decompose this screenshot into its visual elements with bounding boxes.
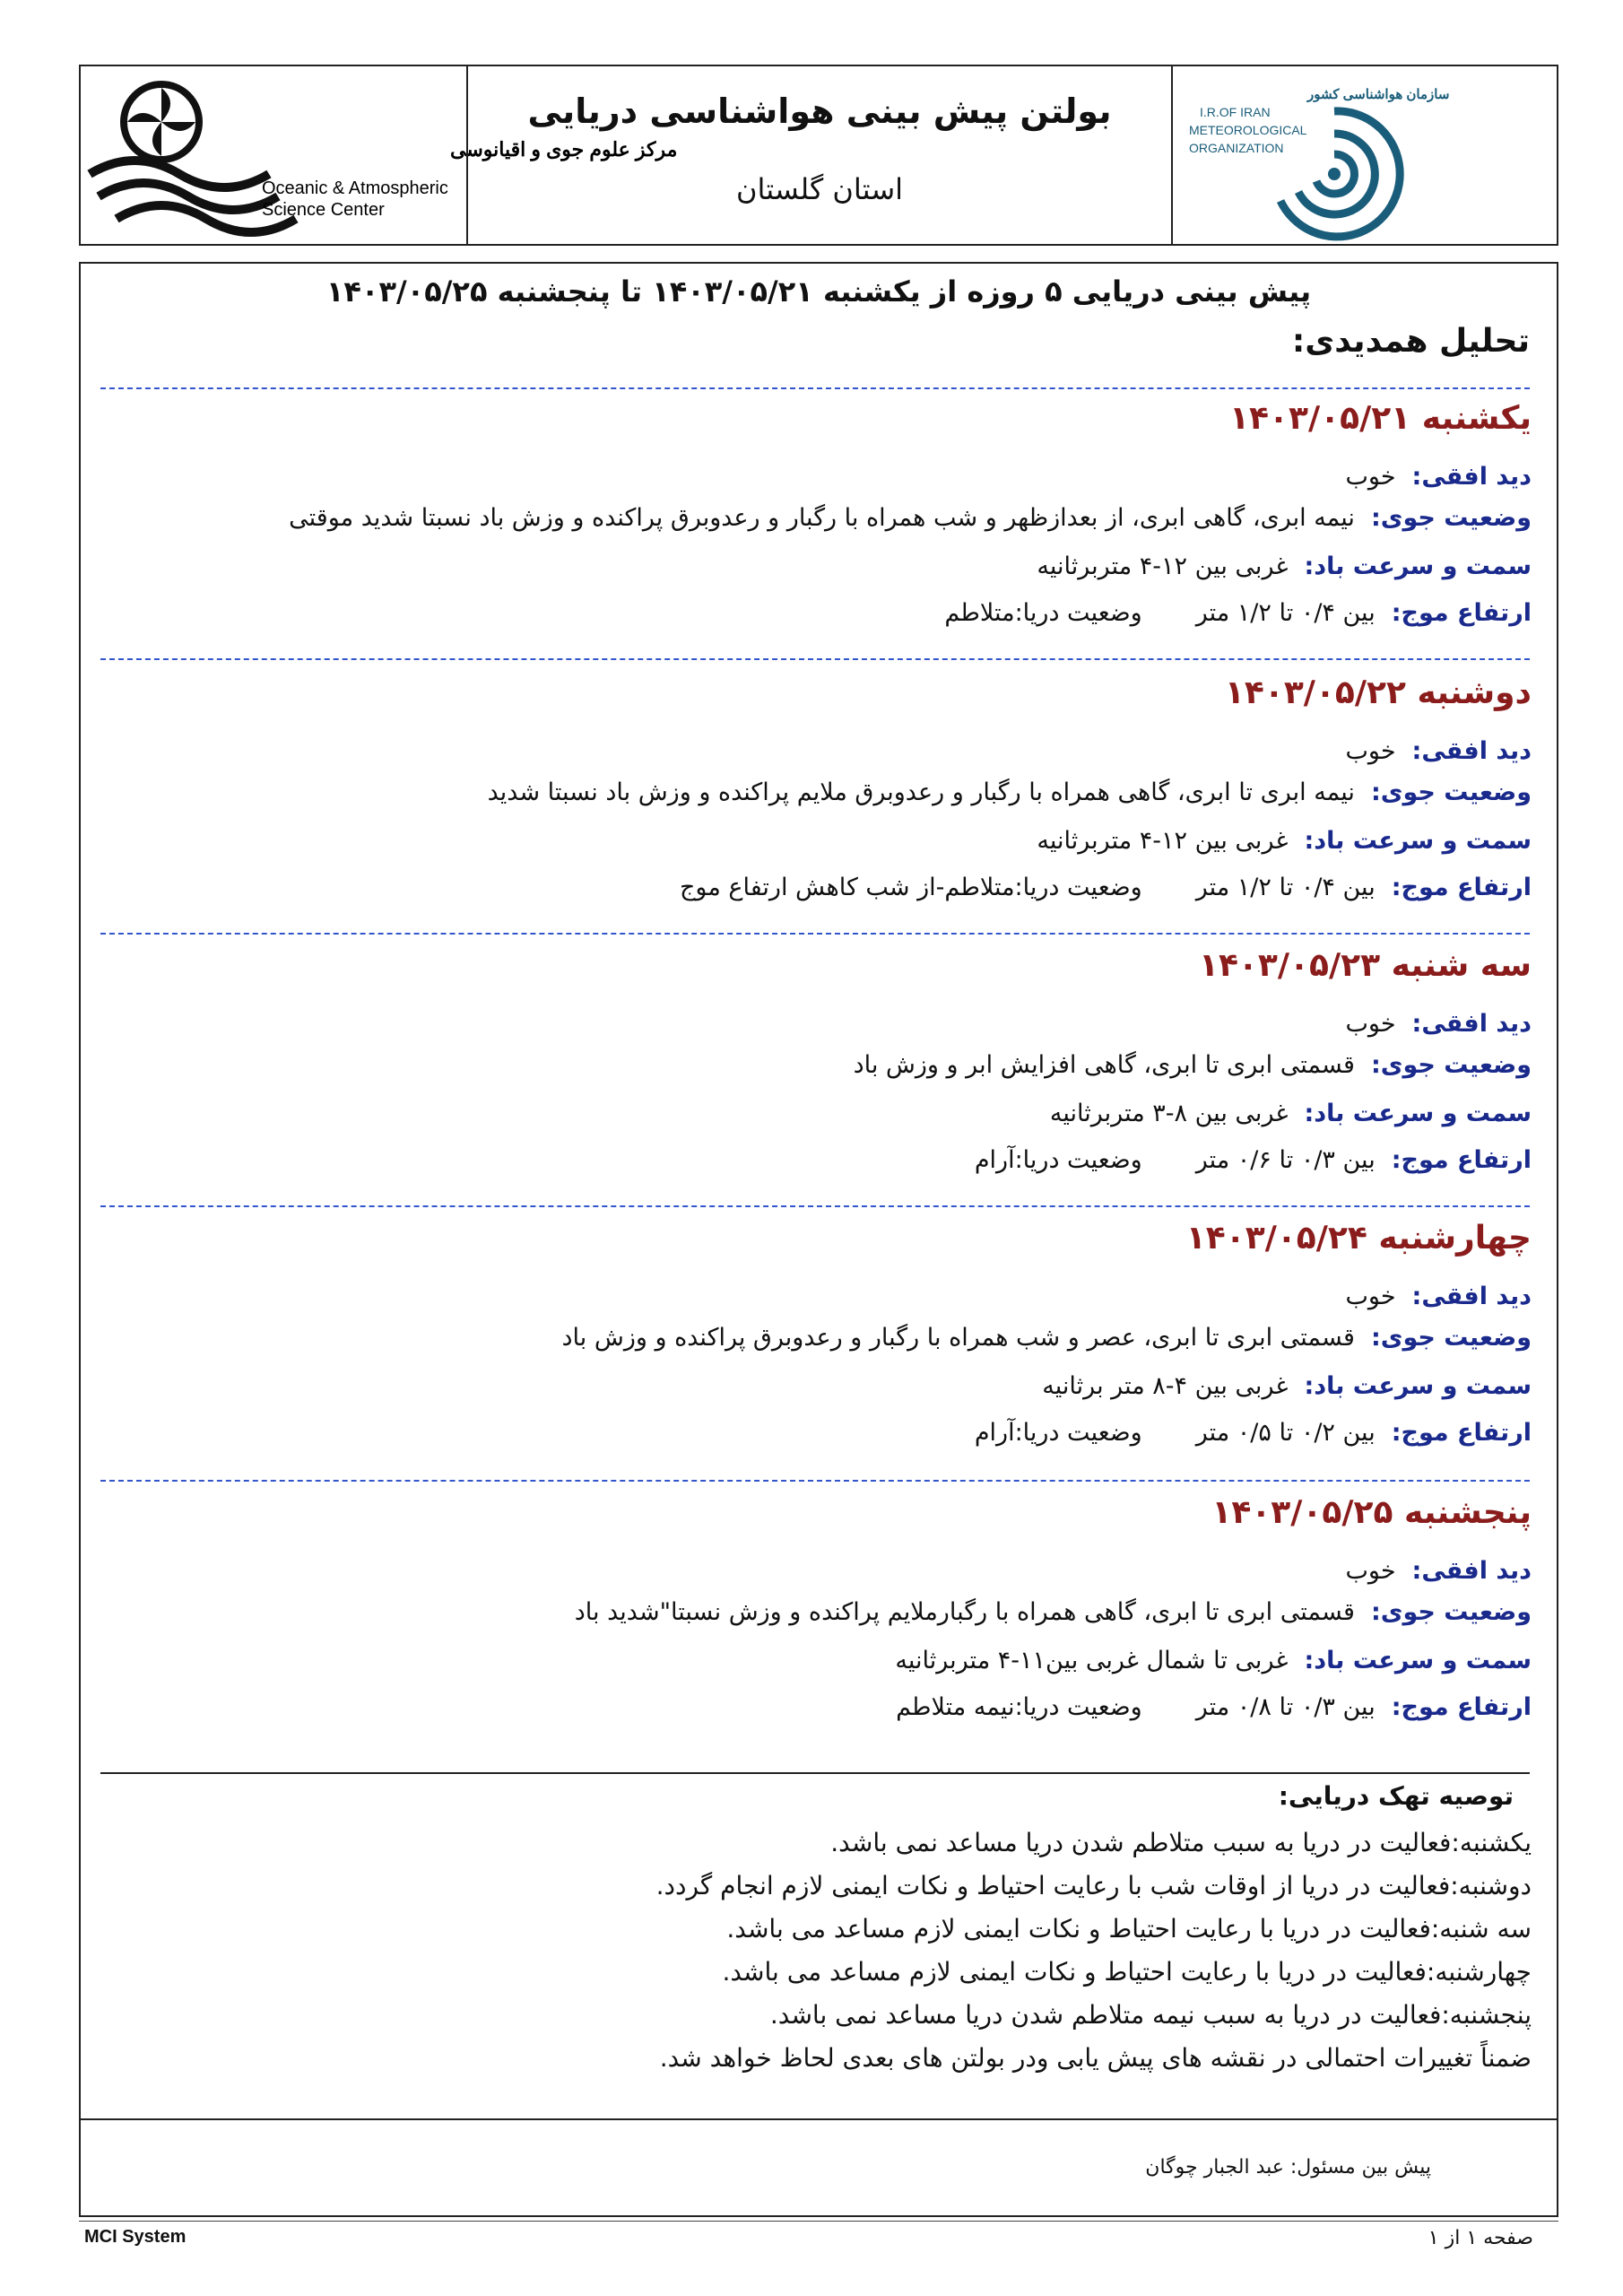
wind-value: غربی تا شمال غربی بین۱۱-۴ متربرثانیه (895, 1647, 1289, 1674)
visibility-row (1345, 1557, 1532, 1585)
forecast-body (79, 262, 1558, 2120)
header-title-cell (466, 66, 1171, 244)
visibility-label: دید افقی: (1411, 1557, 1532, 1585)
wave-row (896, 1693, 1532, 1721)
weather-value: نیمه ابری تا ابری، گاهی همراه با رگبار و رعدوبرق ملایم پراکنده و وزش باد نسبتا شدید (487, 778, 1355, 806)
wind-row (1037, 827, 1532, 855)
weather-value: قسمتی ابری تا ابری، گاهی همراه با رگبارملایم پراکنده و وزش نسبتا"شدید باد (574, 1598, 1355, 1626)
forecaster-name: پیش بین مسئول: عبد الجبار چوگان (1145, 2156, 1431, 2179)
visibility-value: خوب (1345, 737, 1396, 765)
sea-state: وضعیت دریا:متلاطم (944, 599, 1142, 627)
advice-divider (100, 1772, 1530, 1774)
divider (100, 658, 1530, 660)
ocean-atmos-logo-icon (81, 66, 678, 242)
visibility-value: خوب (1345, 463, 1396, 491)
divider (100, 1480, 1530, 1482)
advice-line: دوشنبه:فعالیت در دریا از اوقات شب با رعایت احتیاط و نکات ایمنی لازم انجام گردد. (655, 1871, 1532, 1900)
weather-row (289, 504, 1532, 532)
wave-row (975, 1146, 1532, 1174)
day-title: پنجشنبه ۱۴۰۳/۰۵/۲۵ (1211, 1494, 1532, 1531)
advice-line: پنجشنبه:فعالیت در دریا به سبب نیمه متلاطم شدن دریا مساعد نمی باشد. (769, 2000, 1532, 2030)
weather-label: وضعیت جوی: (1370, 778, 1532, 806)
divider (100, 387, 1530, 389)
divider (100, 933, 1530, 935)
wave-value: بین ۰/۲ تا ۰/۵ متر (1195, 1419, 1376, 1447)
forecast-title: پیش بینی دریایی ۵ روزه از یکشنبه ۱۴۰۳/۰۵/۲۱ تا پنجشنبه ۱۴۰۳/۰۵/۲۵ (325, 274, 1312, 309)
wave-row (944, 599, 1532, 627)
sea-state: وضعیت دریا:نیمه متلاطم (896, 1693, 1142, 1721)
wave-label: ارتفاع موج: (1391, 1419, 1532, 1447)
wave-label: ارتفاع موج: (1391, 874, 1532, 901)
advice-line: یکشنبه:فعالیت در دریا به سبب متلاطم شدن دریا مساعد نمی باشد. (830, 1828, 1532, 1857)
weather-row (488, 778, 1532, 806)
weather-label: وضعیت جوی: (1370, 1324, 1532, 1352)
weather-row (562, 1324, 1532, 1352)
page-number: صفحه ۱ از ۱ (1428, 2227, 1533, 2249)
visibility-value: خوب (1345, 1010, 1396, 1038)
logo-right-fa: سازمان هواشناسی کشور (1307, 87, 1450, 102)
footer-divider (79, 2221, 1558, 2222)
visibility-row (1345, 463, 1532, 491)
ocean-atmos-logo (81, 66, 678, 244)
header (79, 65, 1558, 246)
wind-label: سمت و سرعت باد: (1304, 1372, 1532, 1400)
wind-value: غربی بین ۱۲-۴ متربرثانیه (1037, 827, 1289, 855)
wave-value: بین ۰/۳ تا ۰/۸ متر (1195, 1693, 1376, 1721)
logo-left-fa: مرکز علوم جوی و اقیانوسی (450, 138, 678, 161)
visibility-label: دید افقی: (1411, 463, 1532, 491)
weather-row (854, 1051, 1532, 1079)
wave-label: ارتفاع موج: (1391, 1693, 1532, 1721)
advice-line: ضمناً تغییرات احتمالی در نقشه های پیش یابی ودر بولتن های بعدی لحاظ خواهد شد. (659, 2043, 1532, 2073)
wind-label: سمت و سرعت باد: (1304, 1647, 1532, 1674)
province-name: استان گلستان (735, 172, 904, 206)
visibility-label: دید افقی: (1411, 737, 1532, 765)
day-title: چهارشنبه ۱۴۰۳/۰۵/۲۴ (1185, 1220, 1532, 1257)
wind-label: سمت و سرعت باد: (1304, 552, 1532, 580)
advice-title: توصیه تهک دریایی: (1278, 1781, 1514, 1811)
wind-value: غربی بین ۱۲-۴ متربرثانیه (1037, 552, 1289, 580)
visibility-value: خوب (1345, 1557, 1396, 1585)
wave-row (680, 874, 1532, 901)
sea-state: وضعیت دریا:آرام (974, 1419, 1142, 1447)
irimo-logo-icon (1173, 66, 1555, 242)
wind-row (1037, 552, 1532, 580)
visibility-label: دید افقی: (1411, 1010, 1532, 1038)
system-name: MCI System (84, 2227, 187, 2247)
visibility-row (1345, 1283, 1532, 1310)
day-title: دوشنبه ۱۴۰۳/۰۵/۲۲ (1224, 674, 1532, 711)
weather-label: وضعیت جوی: (1370, 1598, 1532, 1626)
wave-value: بین ۰/۴ تا ۱/۲ متر (1195, 599, 1376, 627)
wind-row (895, 1647, 1532, 1674)
visibility-row (1345, 1010, 1532, 1038)
wave-label: ارتفاع موج: (1391, 1146, 1532, 1174)
wind-row (1050, 1100, 1532, 1127)
wave-value: بین ۰/۴ تا ۱/۲ متر (1195, 874, 1376, 901)
visibility-label: دید افقی: (1411, 1283, 1532, 1310)
wave-label: ارتفاع موج: (1391, 599, 1532, 627)
logo-right-en2: METEOROLOGICAL (1189, 123, 1307, 137)
logo-right-en1: I.R.OF IRAN (1200, 105, 1271, 119)
wind-label: سمت و سرعت باد: (1304, 827, 1532, 855)
logo-right-en3: ORGANIZATION (1189, 141, 1284, 155)
sea-state: وضعیت دریا:متلاطم-از شب کاهش ارتفاع موج (680, 874, 1142, 901)
day-title: سه شنبه ۱۴۰۳/۰۵/۲۳ (1198, 947, 1532, 984)
advice-line: چهارشنبه:فعالیت در دریا با رعایت احتیاط و نکات ایمنی لازم مساعد می باشد. (722, 1957, 1532, 1987)
footer-box (79, 2118, 1558, 2217)
wave-row (975, 1419, 1532, 1447)
weather-label: وضعیت جوی: (1370, 504, 1532, 532)
advice-line: سه شنبه:فعالیت در دریا با رعایت احتیاط و نکات ایمنی لازم مساعد می باشد. (726, 1914, 1532, 1944)
sea-state: وضعیت دریا:آرام (974, 1146, 1142, 1174)
weather-value: نیمه ابری، گاهی ابری، از بعدازظهر و شب همراه با رگبار و رعدوبرق پراکنده و وزش باد نسبتا شدید موقتی (289, 504, 1355, 532)
day-title: یکشنبه ۱۴۰۳/۰۵/۲۱ (1229, 400, 1532, 437)
bulletin-title: بولتن پیش بینی هواشناسی دریایی (527, 91, 1112, 131)
wind-label: سمت و سرعت باد: (1304, 1100, 1532, 1127)
wave-value: بین ۰/۳ تا ۰/۶ متر (1195, 1146, 1376, 1174)
weather-value: قسمتی ابری تا ابری، گاهی افزایش ابر و وزش باد (853, 1051, 1355, 1079)
irimo-logo (1171, 66, 1557, 244)
logo-left-en2: Science Center (262, 200, 385, 220)
logo-left-en1: Oceanic & Atmospheric (262, 178, 448, 198)
synoptic-analysis-label: تحلیل همدیدی: (1291, 323, 1530, 360)
weather-row (575, 1598, 1532, 1626)
wind-value: غربی بین ۴-۸ متر برثانیه (1042, 1372, 1289, 1400)
visibility-value: خوب (1345, 1283, 1396, 1310)
wind-row (1042, 1372, 1532, 1400)
weather-label: وضعیت جوی: (1370, 1051, 1532, 1079)
wind-value: غربی بین ۸-۳ متربرثانیه (1049, 1100, 1289, 1127)
visibility-row (1345, 737, 1532, 765)
divider (100, 1205, 1530, 1207)
weather-value: قسمتی ابری تا ابری، عصر و شب همراه با رگبار و رعدوبرق پراکنده و وزش باد (561, 1324, 1355, 1352)
